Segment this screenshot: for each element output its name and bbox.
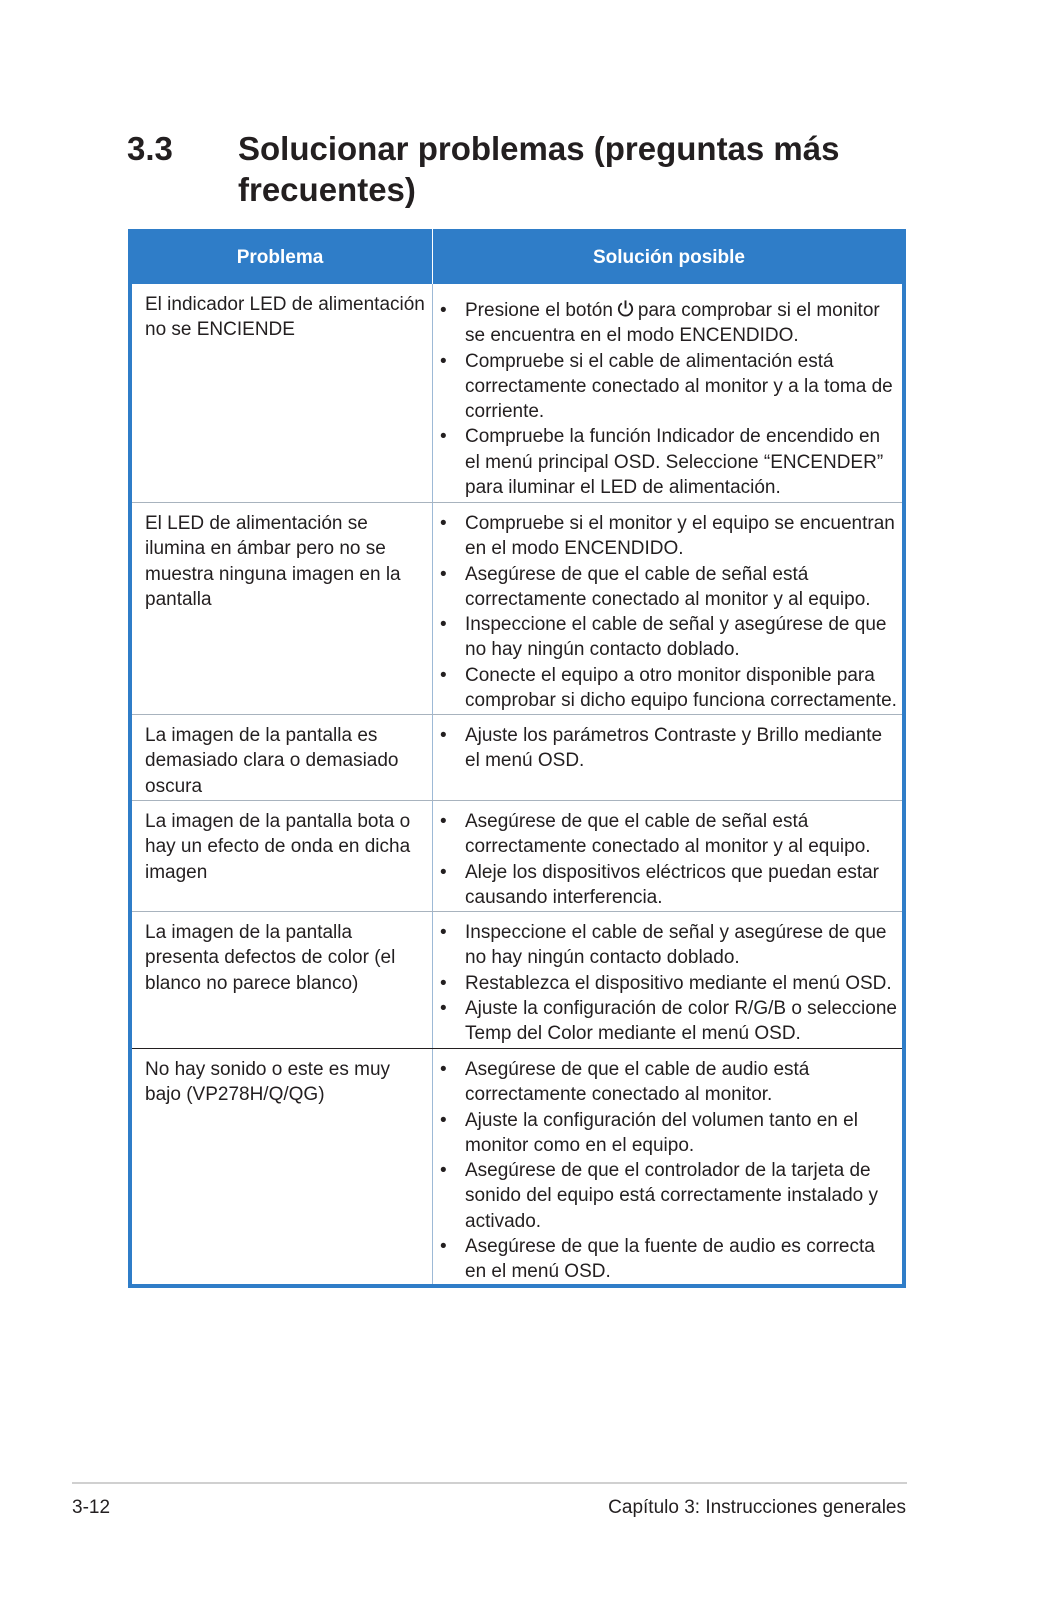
solution-cell bbox=[438, 809, 900, 910]
solution-item: • Compruebe la función Indicador de encendido en el menú principal OSD. Seleccione “ENCENDER” para iluminar el LED de alimentación. bbox=[440, 426, 884, 499]
header-problem: Problema bbox=[236, 247, 324, 268]
table-row bbox=[132, 1048, 902, 1284]
section-number: 3.3 bbox=[127, 130, 173, 167]
header-solution: Solución posible bbox=[592, 247, 745, 268]
table-row bbox=[132, 502, 902, 714]
troubleshooting-table bbox=[128, 229, 906, 1288]
solution-item: • Asegúrese de que el controlador de la tarjeta de sonido del equipo está correctamente instalado y activado. bbox=[440, 1160, 878, 1232]
table-header bbox=[128, 229, 906, 284]
solution-item: • Compruebe si el cable de alimentación está correctamente conectado al monitor y a la toma de corriente. bbox=[440, 350, 893, 423]
solution-item: • Compruebe si el monitor y el equipo se encuentran en el modo ENCENDIDO. bbox=[440, 513, 895, 560]
solution-item: • Inspeccione el cable de señal y asegúrese de que no hay ningún contacto doblado. bbox=[440, 922, 887, 969]
problem-cell: El indicador LED de alimentación no se ENCIENDE bbox=[145, 294, 425, 341]
bullet-icon: • bbox=[440, 972, 447, 994]
bullet-icon: • bbox=[440, 811, 447, 832]
chapter-title: Capítulo 3: Instrucciones generales bbox=[608, 1497, 906, 1518]
solution-item: • Asegúrese de que el cable de audio está correctamente conectado al monitor. bbox=[440, 1059, 810, 1106]
solution-item: • Ajuste la configuración del volumen tanto en el monitor como en el equipo. bbox=[440, 1109, 858, 1156]
problem-cell: No hay sonido o este es muy bajo (VP278H/Q/QG) bbox=[145, 1059, 391, 1106]
bullet-icon: • bbox=[440, 1236, 447, 1258]
bullet-icon: • bbox=[440, 563, 447, 585]
table-row bbox=[132, 284, 902, 502]
solution-item: • Restablezca el dispositivo mediante el menú OSD. bbox=[438, 971, 900, 996]
page-number: 3-12 bbox=[72, 1497, 111, 1518]
solution-cell bbox=[438, 298, 900, 500]
bullet-icon: • bbox=[440, 614, 447, 636]
solution-item: • Aleje los dispositivos eléctricos que puedan estar causando interferencia. bbox=[440, 861, 880, 908]
solution-item: • Asegúrese de que la fuente de audio es correcta en el menú OSD. bbox=[440, 1236, 875, 1283]
bullet-icon: • bbox=[440, 725, 447, 746]
solution-item: • Conecte el equipo a otro monitor disponible para comprobar si dicho equipo funciona correctamente. bbox=[440, 664, 897, 712]
bullet-icon: • bbox=[440, 922, 447, 943]
solution-item: • Asegúrese de que el cable de señal está correctamente conectado al monitor y al equipo. bbox=[440, 811, 871, 858]
bullet-icon: • bbox=[440, 1160, 447, 1182]
power-icon bbox=[616, 299, 635, 318]
solution-cell bbox=[438, 511, 900, 713]
table-row bbox=[132, 714, 902, 800]
bullet-icon: • bbox=[440, 1109, 447, 1131]
solution-item: • Ajuste los parámetros Contraste y Brillo mediante el menú OSD. bbox=[440, 725, 883, 772]
problem-cell: La imagen de la pantalla bota o hay un efecto de onda en dicha imagen bbox=[145, 811, 411, 883]
solution-cell bbox=[438, 920, 900, 1046]
problem-cell: La imagen de la pantalla presenta defectos de color (el blanco no parece blanco) bbox=[145, 922, 396, 994]
bullet-icon: • bbox=[440, 861, 447, 883]
bullet-icon: • bbox=[440, 664, 447, 686]
bullet-icon: • bbox=[440, 513, 447, 534]
section-title: Solucionar problemas (preguntas más frecuentes) bbox=[238, 130, 840, 208]
bullet-icon: • bbox=[440, 426, 447, 448]
solution-item: • Presione el botón para comprobar si el monitor se encuentra en el modo ENCENDIDO. bbox=[440, 300, 880, 347]
table-row bbox=[132, 911, 902, 1048]
problem-cell: El LED de alimentación se ilumina en ámbar pero no se muestra ninguna imagen en la pantalla bbox=[145, 513, 401, 610]
bullet-icon: • bbox=[440, 1059, 447, 1080]
solution-cell bbox=[438, 723, 900, 774]
problem-cell: La imagen de la pantalla es demasiado clara o demasiado oscura bbox=[145, 725, 399, 797]
solution-cell bbox=[438, 1057, 900, 1285]
solution-item: • Inspeccione el cable de señal y asegúrese de que no hay ningún contacto doblado. bbox=[440, 614, 887, 661]
solution-item: • Asegúrese de que el cable de señal está correctamente conectado al monitor y al equipo. bbox=[440, 563, 871, 610]
table-row bbox=[132, 800, 902, 911]
bullet-icon: • bbox=[440, 350, 447, 372]
bullet-icon: • bbox=[440, 997, 447, 1019]
footer-rule bbox=[72, 1482, 907, 1484]
bullet-icon: • bbox=[440, 300, 447, 321]
solution-item: • Ajuste la configuración de color R/G/B o seleccione Temp del Color mediante el menú OSD. bbox=[440, 997, 897, 1045]
